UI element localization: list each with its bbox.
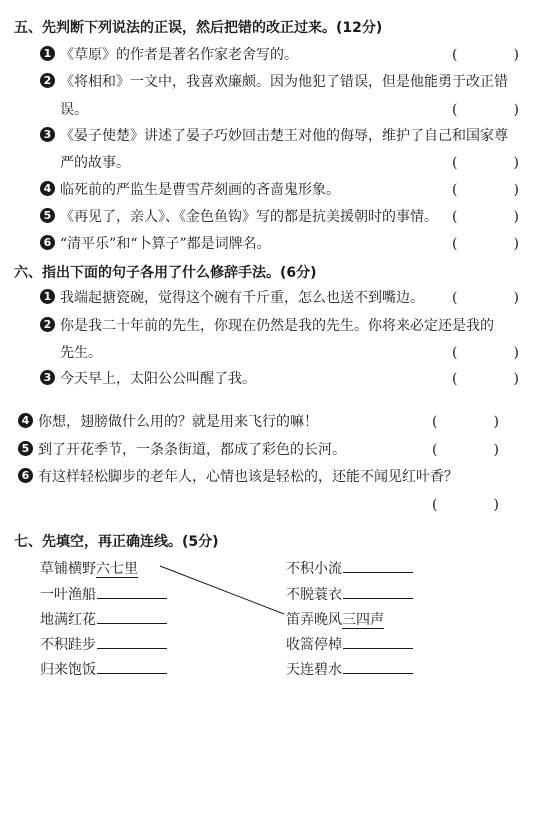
- statement-text: 《再见了，亲人》、《金色鱼钩》写的都是抗美援朝时的事情。: [60, 209, 438, 225]
- phrase-left-2: [40, 584, 167, 604]
- filled-blank[interactable]: 三四声: [342, 612, 384, 628]
- phrase-left-3: [40, 609, 167, 629]
- item-number-badge: 6: [40, 235, 55, 250]
- answer-parentheses[interactable]: ( ): [452, 290, 519, 306]
- phrase-prefix: 不脱蓑衣: [286, 587, 342, 603]
- sentence-text: 你是我二十年前的先生，你现在仍然是我的先生。你将来必定还是我的: [60, 318, 494, 334]
- answer-parentheses[interactable]: ( ): [452, 102, 519, 118]
- fill-blank[interactable]: [343, 634, 413, 649]
- fill-blank[interactable]: [343, 584, 413, 599]
- answer-parentheses[interactable]: ( ): [452, 345, 519, 361]
- phrase-prefix: 归来饱饭: [40, 662, 96, 678]
- fill-blank[interactable]: [97, 584, 167, 599]
- answer-parentheses[interactable]: ( ): [452, 209, 519, 225]
- answer-parentheses[interactable]: ( ): [452, 47, 519, 63]
- phrase-right-5: [286, 659, 413, 679]
- item-number-badge: 2: [40, 317, 55, 332]
- item-number-badge: 4: [18, 413, 33, 428]
- answer-parentheses[interactable]: ( ): [432, 414, 499, 430]
- statement-text: 《将相和》一文中，我喜欢廉颇。因为他犯了错误，但是他能勇于改正错: [60, 74, 508, 90]
- answer-parentheses[interactable]: ( ): [452, 182, 519, 198]
- item-number-badge: 6: [18, 468, 33, 483]
- item-number-badge: 3: [40, 127, 55, 142]
- sentence-text: 你想，翅膀做什么用的？就是用来飞行的嘛！: [38, 414, 318, 430]
- statement-text: 《晏子使楚》讲述了晏子巧妙回击楚王对他的侮辱，维护了自己和国家尊: [60, 128, 508, 144]
- answer-parentheses[interactable]: ( ): [432, 442, 499, 458]
- phrase-right-4: [286, 634, 413, 654]
- fill-blank[interactable]: [343, 558, 413, 573]
- phrase-right-3: [286, 609, 384, 629]
- item-number-badge: 5: [18, 441, 33, 456]
- fill-blank[interactable]: [97, 609, 167, 624]
- phrase-left-1: [40, 558, 138, 578]
- item-number-badge: 3: [40, 370, 55, 385]
- phrase-prefix: 不积跬步: [40, 637, 96, 653]
- answer-parentheses[interactable]: ( ): [452, 371, 519, 387]
- statement-text: 严的故事。: [60, 155, 130, 171]
- fill-blank[interactable]: [97, 634, 167, 649]
- sentence-text: 我端起搪瓷碗，觉得这个碗有千斤重，怎么也送不到嘴边。: [60, 290, 424, 306]
- phrase-right-2: [286, 584, 413, 604]
- statement-text: 临死前的严监生是曹雪芹刻画的吝啬鬼形象。: [60, 182, 340, 198]
- section5-heading: 五、先判断下列说法的正误，然后把错的改正过来。(12分): [14, 20, 383, 36]
- answer-parentheses[interactable]: ( ): [452, 236, 519, 252]
- sentence-text: 先生。: [60, 345, 102, 361]
- phrase-prefix: 收篙停棹: [286, 637, 342, 653]
- phrase-prefix: 不积小流: [286, 561, 342, 577]
- item-number-badge: 4: [40, 181, 55, 196]
- sentence-text: 有这样轻松脚步的老年人，心情也该是轻松的，还能不闻见红叶香？: [38, 469, 458, 485]
- phrase-prefix: 地满红花: [40, 612, 96, 628]
- fill-blank[interactable]: [343, 659, 413, 674]
- section7-heading: 七、先填空，再正确连线。(5分): [14, 534, 219, 550]
- phrase-left-5: [40, 659, 167, 679]
- sentence-text: 到了开花季节，一条条街道，都成了彩色的长河。: [38, 442, 346, 458]
- answer-parentheses[interactable]: ( ): [452, 155, 519, 171]
- item-number-badge: 5: [40, 208, 55, 223]
- phrase-prefix: 一叶渔船: [40, 587, 96, 603]
- phrase-prefix: 笛弄晚风: [286, 612, 342, 628]
- item-number-badge: 1: [40, 289, 55, 304]
- item-number-badge: 1: [40, 46, 55, 61]
- phrase-left-4: [40, 634, 167, 654]
- answer-parentheses[interactable]: ( ): [432, 497, 499, 513]
- filled-blank[interactable]: 六七里: [96, 561, 138, 577]
- sentence-text: 今天早上，太阳公公叫醒了我。: [60, 371, 256, 387]
- phrase-prefix: 天连碧水: [286, 662, 342, 678]
- statement-text: “清平乐”和“卜算子”都是词牌名。: [60, 236, 271, 252]
- phrase-prefix: 草铺横野: [40, 561, 96, 577]
- statement-text: 《草原》的作者是著名作家老舍写的。: [60, 47, 298, 63]
- connector-line: [160, 566, 284, 614]
- statement-text: 误。: [60, 102, 88, 118]
- fill-blank[interactable]: [97, 659, 167, 674]
- item-number-badge: 2: [40, 73, 55, 88]
- section6-heading: 六、指出下面的句子各用了什么修辞手法。(6分): [14, 265, 317, 281]
- phrase-right-1: [286, 558, 413, 578]
